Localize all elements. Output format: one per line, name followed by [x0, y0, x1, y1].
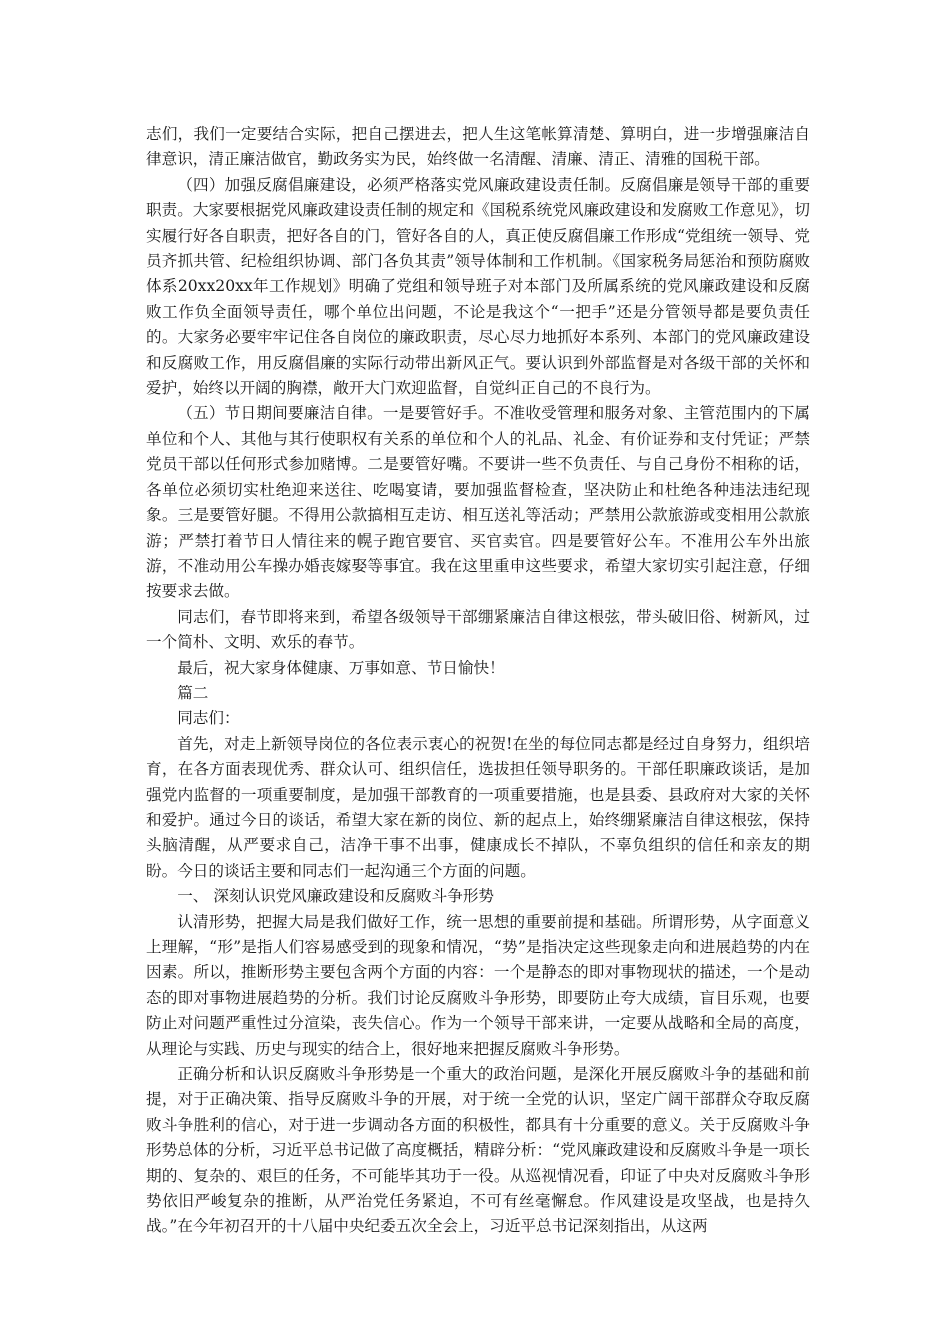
document-body — [146, 122, 810, 1240]
paragraph-closing-wishes: 最后，祝大家身体健康、万事如意、节日愉快！ — [177, 658, 505, 677]
paragraph-section-five: （五）节日期间要廉洁自律。一是要管好手。不准收受管理和服务对象、主管范围内的下属单位和个人、其他与其行使职权有关系的单位和个人的礼品、礼金、有价证券和支付凭证；严禁党员干部以任何形式参加赌博。二是要管好嘴。不要讲一些不负责任、与自己身份不相称的话，各单位必须切实杜绝迎来送往、吃喝宴请，要加强监督检查，坚决防止和杜绝各种违法违纪现象。三是要管好腿。不得用公款搞相互走访、相互送礼等活动；严禁用公款旅游或变相用公款旅游；严禁打着节日人情往来的幌子跑官要官、买官卖官。四是要管好公车。不准用公车外出旅游，不准动用公车操办婚丧嫁娶等事宜。我在这里重申这些要求，希望大家切实引起注意，仔细按要求去做。 — [146, 404, 810, 601]
paragraph-section-four: （四）加强反腐倡廉建设，必须严格落实党风廉政建设责任制。反腐倡廉是领导干部的重要职责。大家要根据党风廉政建设责任制的规定和《国税系统党风廉政建设和发腐败工作意见》，切实履行好各自职责，把好各自的门，管好各自的人，真正使反腐倡廉工作形成“党组统一领导、党员齐抓共管、纪检组织协调、部门各负其责”领导体制和工作机制。《国家税务局惩治和预防腐败体系20xx20xx年工作规划》明确了党组和领导班子对本部门及所属系统的党风廉政建设和反腐败工作负全面领导责任，哪个单位出问题，不论是我这个“一把手”还是分管领导都是要负责任的。大家务必要牢牢记住各自岗位的廉政职责，尽心尽力地抓好本系列、本部门的党风廉政建设和反腐败工作，用反腐倡廉的实际行动带出新风正气。要认识到外部监督是对各级干部的关怀和爱护，始终以开阔的胸襟，敞开大门欢迎监督，自觉纠正自己的不良行为。 — [146, 175, 810, 398]
paragraph-anticorruption-situation: 正确分析和认识反腐败斗争形势是一个重大的政治问题，是深化开展反腐败斗争的基础和前提，对于正确决策、指导反腐败斗争的开展，对于统一全党的认识，坚定广阔干部群众夺取反腐败斗争胜利的信心，对于进一步调动各方面的积极性，都具有十分重要的意义。关于反腐败斗争形势总体的分析，习近平总书记做了高度概括，精辟分析：“党风廉政建设和反腐败斗争是一项长期的、复杂的、艰巨的任务，不可能毕其功于一役。从巡视情况看，印证了中央对反腐败斗争形势依旧严峻复杂的推断，从严治党任务紧迫，不可有丝毫懈怠。作风建设是攻坚战，也是持久战。”在今年初召开的十八届中央纪委五次全会上，习近平总书记深刻指出，从这两 — [146, 1065, 810, 1236]
paragraph-continuation: 志们，我们一定要结合实际，把自己摆进去，把人生这笔帐算清楚、算明白，进一步增强廉洁自律意识，清正廉洁做官，勤政务实为民，始终做一名清醒、清廉、清正、清雅的国税干部。 — [146, 125, 810, 169]
salutation: 同志们： — [177, 709, 240, 728]
section-heading-part-two: 篇二 — [177, 683, 209, 702]
paragraph-situation-analysis: 认清形势，把握大局是我们做好工作，统一思想的重要前提和基础。所谓形势，从字面意义上理解，“形”是指人们容易感受到的现象和情况，“势”是指决定这些现象走向和进展趋势的内在因素。所以，推断形势主要包含两个方面的内容：一个是静态的即对事物现状的描述，一个是动态的即对事物进展趋势的分析。我们讨论反腐败斗争形势，即要防止夸大成绩，盲目乐观，也要防止对问题严重性过分渲染，丧失信心。作为一个领导干部来讲，一定要从战略和全局的高度，从理论与实践、历史与现实的结合上，很好地来把握反腐败斗争形势。 — [146, 912, 810, 1058]
paragraph-spring-festival: 同志们，春节即将来到，希望各级领导干部绷紧廉洁自律这根弦，带头破旧俗、树新风，过一个简朴、文明、欢乐的春节。 — [146, 607, 810, 652]
heading-point-one: 一、 深刻认识党风廉政建设和反腐败斗争形势 — [177, 887, 495, 906]
paragraph-congratulations: 首先，对走上新领导岗位的各位表示衷心的祝贺!在坐的每位同志都是经过自身努力，组织培育，在各方面表现优秀、群众认可、组织信任，选拔担任领导职务的。干部任职廉政谈话，是加强党内监督的一项重要制度，是加强干部教育的一项重要措施，也是县委、县政府对大家的关怀和爱护。通过今日的谈话，希望大家在新的岗位、新的起点上，始终绷紧廉洁自律这根弦，保持头脑清醒，从严要求自己，洁净干事不出事，健康成长不掉队，不辜负组织的信任和亲友的期盼。今日的谈话主要和同志们一起沟通三个方面的问题。 — [146, 734, 810, 880]
